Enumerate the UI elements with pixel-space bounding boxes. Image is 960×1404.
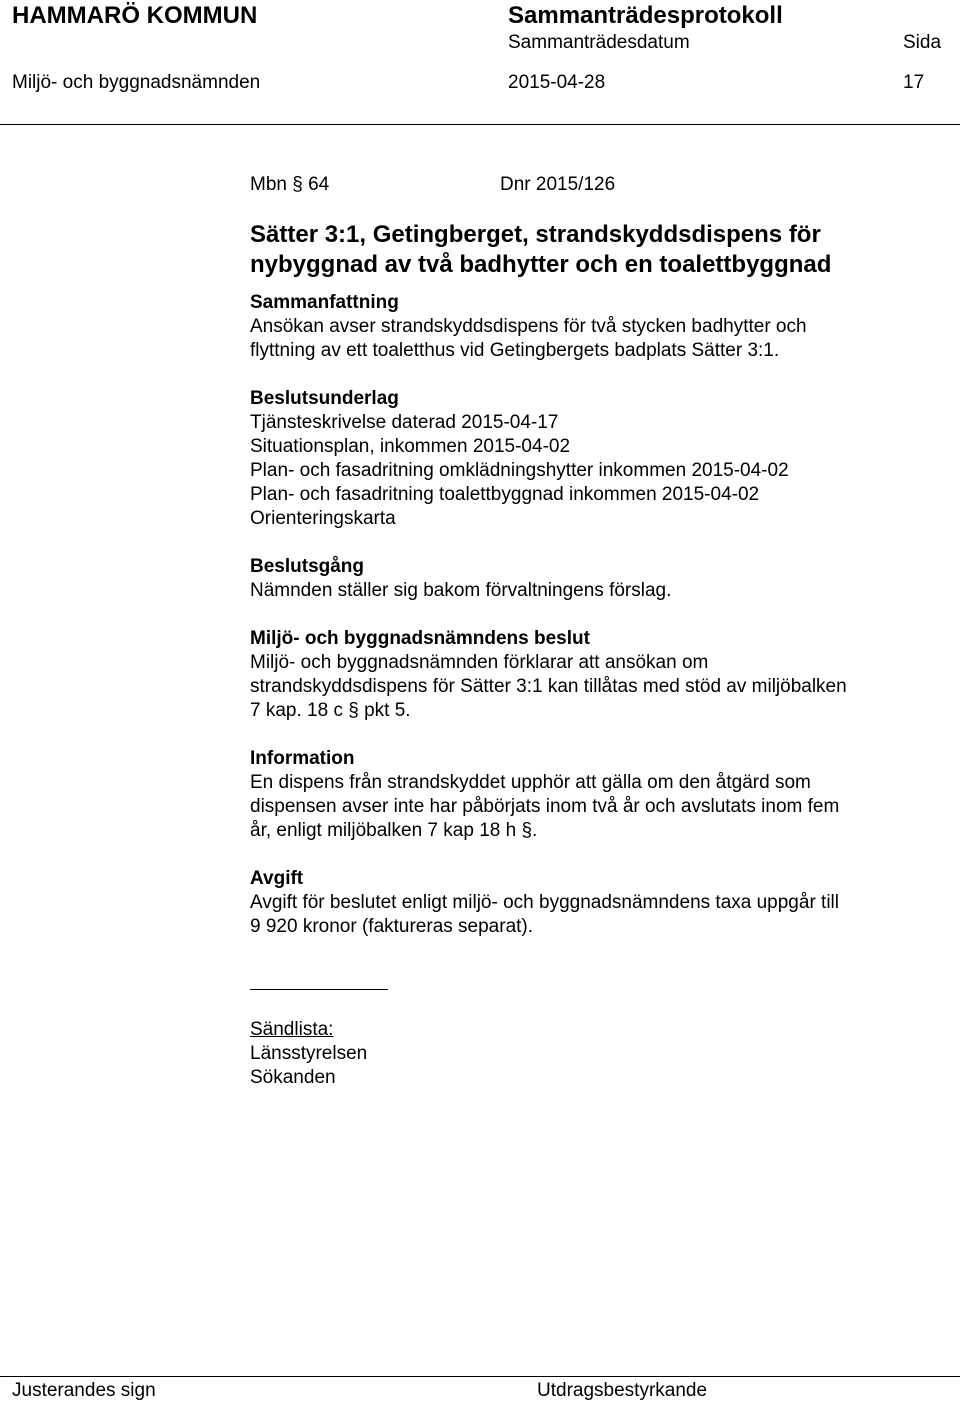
header-divider — [0, 124, 960, 125]
basis-item: Orienteringskarta — [250, 508, 396, 529]
municipality-name: HAMMARÖ KOMMUN — [12, 2, 258, 29]
information-line: år, enligt miljöbalken 7 kap 18 h §. — [250, 820, 538, 841]
fee-heading: Avgift — [250, 868, 304, 889]
decision-line: Miljö- och byggnadsnämnden förklarar att ansökan om — [250, 652, 709, 673]
basis-item: Tjänsteskrivelse daterad 2015-04-17 — [250, 412, 559, 433]
procedure-heading: Beslutsgång — [250, 556, 365, 577]
procedure-line: Nämnden ställer sig bakom förvaltningens förslag. — [250, 580, 672, 601]
distribution-label: Sändlista: — [250, 1019, 334, 1040]
case-dnr: Dnr 2015/126 — [500, 174, 616, 195]
meeting-date: 2015-04-28 — [508, 72, 606, 93]
document-type: Sammanträdesprotokoll — [508, 2, 783, 29]
footer-adjuster-sign: Justerandes sign — [12, 1380, 156, 1401]
distribution-recipient: Sökanden — [250, 1067, 336, 1088]
decision-line: strandskyddsdispens för Sätter 3:1 kan tillåtas med stöd av miljöbalken — [250, 676, 847, 697]
fee-line: Avgift för beslutet enligt miljö- och byggnadsnämndens taxa uppgår till — [250, 892, 839, 913]
information-line: En dispens från strandskyddet upphör att gälla om den åtgärd som — [250, 772, 811, 793]
basis-item: Situationsplan, inkommen 2015-04-02 — [250, 436, 571, 457]
decision-line: 7 kap. 18 c § pkt 5. — [250, 700, 411, 721]
summary-line: Ansökan avser strandskyddsdispens för två stycken badhytter och — [250, 316, 807, 337]
date-label: Sammanträdesdatum — [508, 32, 690, 53]
summary-heading: Sammanfattning — [250, 292, 399, 313]
case-paragraph: Mbn § 64 — [250, 174, 330, 195]
committee-name: Miljö- och byggnadsnämnden — [12, 72, 261, 93]
basis-item: Plan- och fasadritning toalettbyggnad inkommen 2015-04-02 — [250, 484, 760, 505]
case-reference — [250, 170, 930, 196]
distribution-recipient: Länsstyrelsen — [250, 1043, 368, 1064]
summary-line: flyttning av ett toaletthus vid Getingbergets badplats Sätter 3:1. — [250, 340, 780, 361]
information-heading: Information — [250, 748, 355, 769]
page-label: Sida — [903, 32, 942, 53]
page-number: 17 — [903, 72, 925, 93]
basis-item: Plan- och fasadritning omklädningshytter inkommen 2015-04-02 — [250, 460, 789, 481]
protocol-body — [250, 170, 930, 1090]
information-line: dispensen avser inte har påbörjats inom två år och avslutats inom fem — [250, 796, 840, 817]
footer-divider — [0, 1376, 960, 1377]
case-title-line-1: Sätter 3:1, Getingberget, strandskyddsdispens för — [250, 221, 821, 248]
footer-extract-certification: Utdragsbestyrkande — [537, 1380, 708, 1401]
fee-line: 9 920 kronor (faktureras separat). — [250, 916, 534, 937]
basis-heading: Beslutsunderlag — [250, 388, 399, 409]
case-title-line-2: nybyggnad av två badhytter och en toalettbyggnad — [250, 251, 832, 278]
decision-heading: Miljö- och byggnadsnämndens beslut — [250, 628, 590, 649]
